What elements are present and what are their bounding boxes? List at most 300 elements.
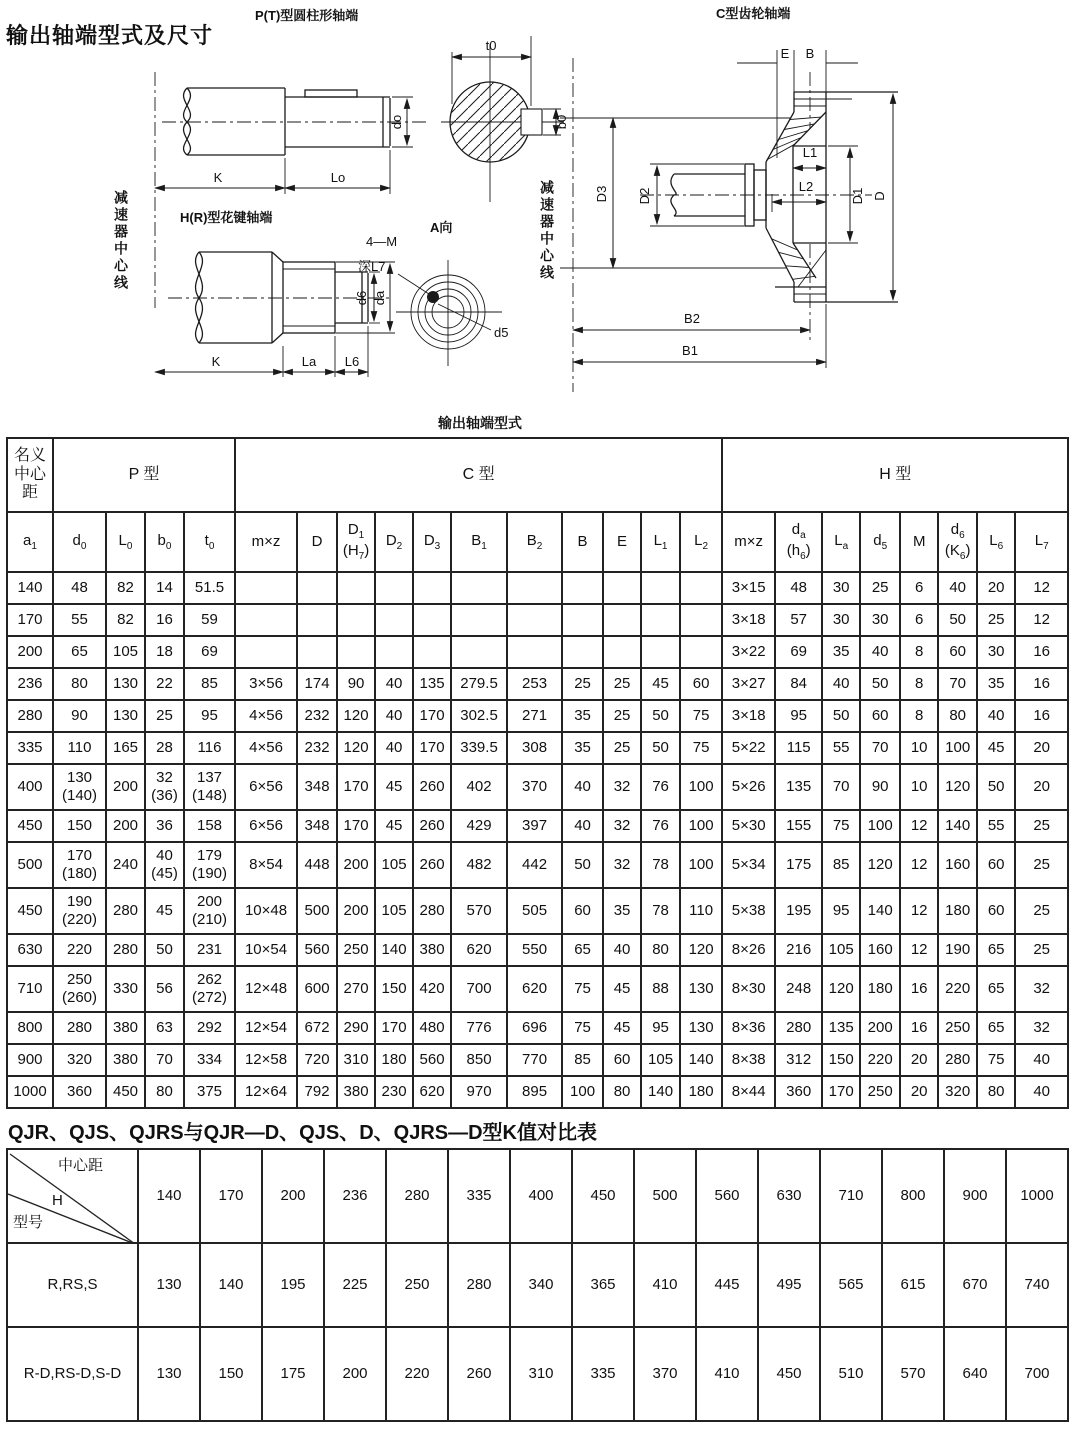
table-cell: 140 [641, 1076, 680, 1108]
table-cell: 28 [145, 732, 184, 764]
k-table-cell: 200 [324, 1327, 386, 1421]
table-cell: 75 [680, 700, 722, 732]
table-cell: 1000 [7, 1076, 53, 1108]
table-cell: 175 [775, 842, 822, 888]
table-cell [641, 604, 680, 636]
column-header: $a_1$ [7, 512, 53, 572]
table-cell: 75 [822, 810, 860, 842]
table-cell: 8×38 [722, 1044, 775, 1076]
table-row [7, 888, 1068, 934]
k-table-cell: 140 [200, 1243, 262, 1327]
table-cell: 4×56 [235, 732, 297, 764]
table-cell: 220 [53, 934, 106, 966]
table-cell: 240 [106, 842, 145, 888]
table-cell: 57 [775, 604, 822, 636]
table-cell: 12 [900, 810, 938, 842]
table-cell: 12 [900, 888, 938, 934]
table-cell: 100 [680, 764, 722, 810]
table-cell: 271 [507, 700, 562, 732]
table-cell: 65 [977, 934, 1015, 966]
table-cell: 448 [297, 842, 337, 888]
dim-label-b0: b0 [554, 114, 569, 130]
table-cell: 63 [145, 1012, 184, 1044]
page-title: 输出轴端型式及尺寸 [6, 22, 214, 48]
table-cell: 65 [977, 1012, 1015, 1044]
table-cell: 25 [1015, 934, 1068, 966]
k-table-cell: 250 [386, 1243, 448, 1327]
table-cell: 6 [900, 604, 938, 636]
table-cell: 620 [451, 934, 507, 966]
table-cell: 65 [977, 966, 1015, 1012]
table-cell: 158 [184, 810, 235, 842]
table-row [7, 934, 1068, 966]
dim-label-b1: B1 [682, 343, 698, 358]
table-cell: 120 [860, 842, 900, 888]
k-table-cell: 445 [696, 1243, 758, 1327]
table-cell: 80 [938, 700, 977, 732]
table-cell: 5×26 [722, 764, 775, 810]
table-cell: 16 [1015, 668, 1068, 700]
table-cell: 800 [7, 1012, 53, 1044]
table-cell: 105 [641, 1044, 680, 1076]
table-cell: 55 [822, 732, 860, 764]
table-cell [235, 604, 297, 636]
table-cell: 40 [603, 934, 641, 966]
table-cell: 59 [184, 604, 235, 636]
table-cell [562, 604, 603, 636]
column-header: $B_2$ [507, 512, 562, 572]
table-cell: 85 [822, 842, 860, 888]
table-cell: 40 [375, 668, 413, 700]
table-cell: 36 [145, 810, 184, 842]
table-cell: 170 [337, 764, 375, 810]
a-view-label: A向 [430, 220, 453, 235]
table-cell [413, 636, 451, 668]
table-cell: 165 [106, 732, 145, 764]
table-cell: 100 [680, 842, 722, 888]
table-cell: 190 [938, 934, 977, 966]
table-cell: 312 [775, 1044, 822, 1076]
table-cell: 620 [507, 966, 562, 1012]
column-header: $L_0$ [106, 512, 145, 572]
k-table-cell: 670 [944, 1243, 1006, 1327]
table-cell: 8 [900, 700, 938, 732]
table-cell [451, 636, 507, 668]
centerline-label-right: 减速器中心线 [539, 180, 555, 282]
table-cell [680, 572, 722, 604]
table-cell: 160 [860, 934, 900, 966]
k-table-cell: 370 [634, 1327, 696, 1421]
table-cell: 25 [603, 732, 641, 764]
table-cell: 16 [1015, 700, 1068, 732]
table-cell: 260 [413, 810, 451, 842]
table-cell: 50 [860, 668, 900, 700]
table-cell: 335 [7, 732, 53, 764]
table-cell: 85 [562, 1044, 603, 1076]
table-cell: 4×56 [235, 700, 297, 732]
table-cell [297, 636, 337, 668]
table-cell [562, 636, 603, 668]
table-cell: 710 [7, 966, 53, 1012]
table-cell: 10×48 [235, 888, 297, 934]
table-cell: 35 [562, 732, 603, 764]
table-cell [603, 572, 641, 604]
table-cell: 80 [603, 1076, 641, 1108]
column-header: $d_5$ [860, 512, 900, 572]
column-header: $d_6$ $(K_6)$ [938, 512, 977, 572]
table-cell: 3×22 [722, 636, 775, 668]
table-cell: 150 [53, 810, 106, 842]
table-cell: 45 [977, 732, 1015, 764]
table-cell: 90 [53, 700, 106, 732]
table-cell: 270 [337, 966, 375, 1012]
dim-label-l2: L2 [798, 179, 814, 194]
table-cell: 180 [938, 888, 977, 934]
k-column-header: 400 [510, 1149, 572, 1243]
table-cell [235, 572, 297, 604]
table-cell: 231 [184, 934, 235, 966]
table-cell: 330 [106, 966, 145, 1012]
table-cell: 179 (190) [184, 842, 235, 888]
k-table-cell: 495 [758, 1243, 820, 1327]
table-cell: 450 [7, 810, 53, 842]
table-cell: 40 [1015, 1044, 1068, 1076]
table-cell: 570 [451, 888, 507, 934]
table-cell: 442 [507, 842, 562, 888]
table-cell: 120 [337, 700, 375, 732]
table-cell: 45 [641, 668, 680, 700]
k-column-header: 450 [572, 1149, 634, 1243]
k-table-row [7, 1327, 1068, 1421]
table-cell: 12 [1015, 604, 1068, 636]
table-cell: 80 [53, 668, 106, 700]
dim-label-l6: L6 [344, 354, 360, 369]
k-table-cell: 615 [882, 1243, 944, 1327]
table-cell: 40 [860, 636, 900, 668]
table-cell [297, 572, 337, 604]
table-row [7, 572, 1068, 604]
table-cell: 450 [7, 888, 53, 934]
table-cell: 110 [53, 732, 106, 764]
table-cell: 48 [775, 572, 822, 604]
diagonal-header-cell [7, 1149, 138, 1243]
diag-label-model: 型号 [13, 1214, 44, 1232]
k-column-header: 710 [820, 1149, 882, 1243]
table-cell [337, 604, 375, 636]
table-cell [641, 636, 680, 668]
column-header: B [562, 512, 603, 572]
table-cell: 65 [53, 636, 106, 668]
table-cell: 6×56 [235, 810, 297, 842]
table-cell: 140 [938, 810, 977, 842]
table-cell: 40 (45) [145, 842, 184, 888]
column-header: $L_6$ [977, 512, 1015, 572]
table-cell: 290 [337, 1012, 375, 1044]
column-header: m×z [722, 512, 775, 572]
diag-label-h: H [52, 1192, 63, 1209]
table-cell: 6 [900, 572, 938, 604]
table-cell: 20 [900, 1044, 938, 1076]
table-cell: 420 [413, 966, 451, 1012]
table-cell [375, 636, 413, 668]
table-cell: 60 [938, 636, 977, 668]
table-row [7, 668, 1068, 700]
table-cell: 16 [1015, 636, 1068, 668]
table-cell: 130 [680, 1012, 722, 1044]
table-cell: 32 [1015, 1012, 1068, 1044]
table-cell: 170 [413, 732, 451, 764]
k-column-header: 335 [448, 1149, 510, 1243]
table-cell: 45 [375, 810, 413, 842]
c-gear-drawing [560, 46, 898, 392]
table-cell: 130 [106, 700, 145, 732]
dim-label-e: E [780, 46, 790, 61]
table-cell: 75 [977, 1044, 1015, 1076]
table-cell: 308 [507, 732, 562, 764]
table-cell: 25 [145, 700, 184, 732]
table-cell: 75 [680, 732, 722, 764]
table-cell: 116 [184, 732, 235, 764]
table-cell: 280 [106, 888, 145, 934]
table-row [7, 732, 1068, 764]
table-cell: 82 [106, 572, 145, 604]
table-cell: 12 [900, 842, 938, 888]
dim-label-lo: Lo [330, 170, 346, 185]
table-cell: 320 [53, 1044, 106, 1076]
table-cell: 216 [775, 934, 822, 966]
k-table-cell: 340 [510, 1243, 572, 1327]
table-cell: 170 [822, 1076, 860, 1108]
table-cell [603, 604, 641, 636]
k-column-header: 900 [944, 1149, 1006, 1243]
column-header-row [7, 512, 1068, 572]
table-cell [603, 636, 641, 668]
table-cell: 550 [507, 934, 562, 966]
table-cell: 200 [337, 842, 375, 888]
table-cell: 56 [145, 966, 184, 1012]
table-cell: 20 [1015, 764, 1068, 810]
table-cell: 8×36 [722, 1012, 775, 1044]
table-cell: 51.5 [184, 572, 235, 604]
table-cell: 22 [145, 668, 184, 700]
table-cell: 630 [7, 934, 53, 966]
table-row [7, 700, 1068, 732]
dim-label-k-pt: K [213, 170, 223, 185]
table-cell [375, 572, 413, 604]
dim-label-b2: B2 [684, 311, 700, 326]
table-cell: 8×30 [722, 966, 775, 1012]
table-cell: 25 [603, 700, 641, 732]
table-cell: 60 [977, 888, 1015, 934]
table-cell: 69 [184, 636, 235, 668]
column-header: M [900, 512, 938, 572]
main-table-wrap [6, 437, 1069, 1109]
table-cell: 60 [603, 1044, 641, 1076]
table-cell: 100 [562, 1076, 603, 1108]
table-cell: 279.5 [451, 668, 507, 700]
k-table-cell: 335 [572, 1327, 634, 1421]
table-cell [507, 604, 562, 636]
dim-label-la: La [301, 354, 317, 369]
column-header: $t_0$ [184, 512, 235, 572]
table-cell: 8 [900, 668, 938, 700]
table-cell: 60 [977, 842, 1015, 888]
k-column-header: 560 [696, 1149, 758, 1243]
dim-label-d3cap: D3 [594, 185, 609, 203]
table-cell: 5×22 [722, 732, 775, 764]
table-cell: 776 [451, 1012, 507, 1044]
k-table-row [7, 1243, 1068, 1327]
table-cell: 500 [7, 842, 53, 888]
table-cell: 32 [603, 810, 641, 842]
table-cell: 292 [184, 1012, 235, 1044]
table-cell: 150 [375, 966, 413, 1012]
k-column-header: 280 [386, 1149, 448, 1243]
table-cell: 65 [562, 934, 603, 966]
table-cell: 220 [860, 1044, 900, 1076]
table-cell: 792 [297, 1076, 337, 1108]
dim-label-d1cap: D1 [850, 187, 865, 205]
column-header: m×z [235, 512, 297, 572]
table-cell: 12×48 [235, 966, 297, 1012]
table-cell: 360 [53, 1076, 106, 1108]
table-cell: 25 [1015, 842, 1068, 888]
table-cell: 80 [977, 1076, 1015, 1108]
table-cell: 55 [977, 810, 1015, 842]
table-cell: 200 [337, 888, 375, 934]
table-cell: 35 [822, 636, 860, 668]
column-group: C 型 [235, 438, 722, 512]
table-row [7, 636, 1068, 668]
table-cell [413, 604, 451, 636]
column-header: $B_1$ [451, 512, 507, 572]
table-cell: 8 [900, 636, 938, 668]
table-cell: 12×58 [235, 1044, 297, 1076]
table-cell: 32 [603, 842, 641, 888]
table-cell: 60 [680, 668, 722, 700]
table-cell: 230 [375, 1076, 413, 1108]
table-cell: 770 [507, 1044, 562, 1076]
table-cell: 95 [184, 700, 235, 732]
table-cell: 12 [900, 934, 938, 966]
table-cell: 32 (36) [145, 764, 184, 810]
table-cell: 280 [775, 1012, 822, 1044]
main-table-caption: 输出轴端型式 [438, 415, 522, 431]
table-cell: 45 [603, 966, 641, 1012]
k-table-cell: 280 [448, 1243, 510, 1327]
column-header: D [297, 512, 337, 572]
dim-label-d5: d5 [494, 325, 509, 340]
table-cell: 130 [680, 966, 722, 1012]
column-group: H 型 [722, 438, 1068, 512]
table-cell: 200 [106, 810, 145, 842]
table-cell: 190 (220) [53, 888, 106, 934]
table-cell: 16 [145, 604, 184, 636]
k-table-cell: 130 [138, 1327, 200, 1421]
k-column-header: 140 [138, 1149, 200, 1243]
table-cell: 280 [413, 888, 451, 934]
table-cell: 10 [900, 732, 938, 764]
pt-shaft-drawing [155, 72, 428, 308]
diag-label-center-distance: 中心距 [58, 1157, 104, 1174]
bolt-label: 4—M [366, 234, 398, 249]
table-cell: 560 [413, 1044, 451, 1076]
shaft-end-drawings [0, 0, 1075, 434]
table-cell: 8×26 [722, 934, 775, 966]
table-cell: 137 (148) [184, 764, 235, 810]
table-cell: 110 [680, 888, 722, 934]
table-cell: 25 [1015, 888, 1068, 934]
table-cell: 20 [900, 1076, 938, 1108]
table-cell: 280 [938, 1044, 977, 1076]
table-cell: 70 [938, 668, 977, 700]
dim-label-t0: t0 [485, 38, 497, 53]
table-cell [507, 636, 562, 668]
pt-section-label: P(T)型圆柱形轴端 [255, 8, 359, 23]
table-cell: 8×54 [235, 842, 297, 888]
table-cell: 35 [977, 668, 1015, 700]
table-cell: 370 [507, 764, 562, 810]
table-cell: 40 [822, 668, 860, 700]
table-cell [451, 604, 507, 636]
table-cell: 14 [145, 572, 184, 604]
table-cell: 380 [106, 1012, 145, 1044]
table-cell: 25 [1015, 810, 1068, 842]
table-cell: 280 [7, 700, 53, 732]
table-cell: 135 [822, 1012, 860, 1044]
table-cell: 70 [145, 1044, 184, 1076]
group-header-row [7, 438, 1068, 512]
table-cell: 672 [297, 1012, 337, 1044]
table-cell: 155 [775, 810, 822, 842]
table-cell: 40 [562, 810, 603, 842]
k-table-cell: 195 [262, 1243, 324, 1327]
table-cell: 70 [822, 764, 860, 810]
table-cell: 200 [106, 764, 145, 810]
column-header: $L_1$ [641, 512, 680, 572]
table-cell: 450 [106, 1076, 145, 1108]
table-cell: 232 [297, 700, 337, 732]
table-cell: 95 [641, 1012, 680, 1044]
table-cell: 78 [641, 888, 680, 934]
main-table [6, 437, 1069, 1109]
table-cell: 10×54 [235, 934, 297, 966]
table-cell: 560 [297, 934, 337, 966]
table-cell: 20 [977, 572, 1015, 604]
dim-label-l1: L1 [802, 145, 818, 160]
table-cell: 140 [7, 572, 53, 604]
table-cell: 236 [7, 668, 53, 700]
k-column-header: 236 [324, 1149, 386, 1243]
k-table [6, 1148, 1069, 1422]
table-cell: 180 [860, 966, 900, 1012]
k-table-cell: 150 [200, 1327, 262, 1421]
table-cell: 135 [413, 668, 451, 700]
table-cell: 8×44 [722, 1076, 775, 1108]
table-cell: 35 [562, 700, 603, 732]
table-cell: 170 (180) [53, 842, 106, 888]
k-column-header: 500 [634, 1149, 696, 1243]
table-cell: 100 [680, 810, 722, 842]
table-cell: 220 [938, 966, 977, 1012]
table-cell: 120 [938, 764, 977, 810]
table-cell: 40 [1015, 1076, 1068, 1108]
table-cell: 80 [145, 1076, 184, 1108]
table-cell: 30 [822, 604, 860, 636]
k-row-label: R,RS,S [7, 1243, 138, 1327]
table-row [7, 810, 1068, 842]
table-cell: 10 [900, 764, 938, 810]
